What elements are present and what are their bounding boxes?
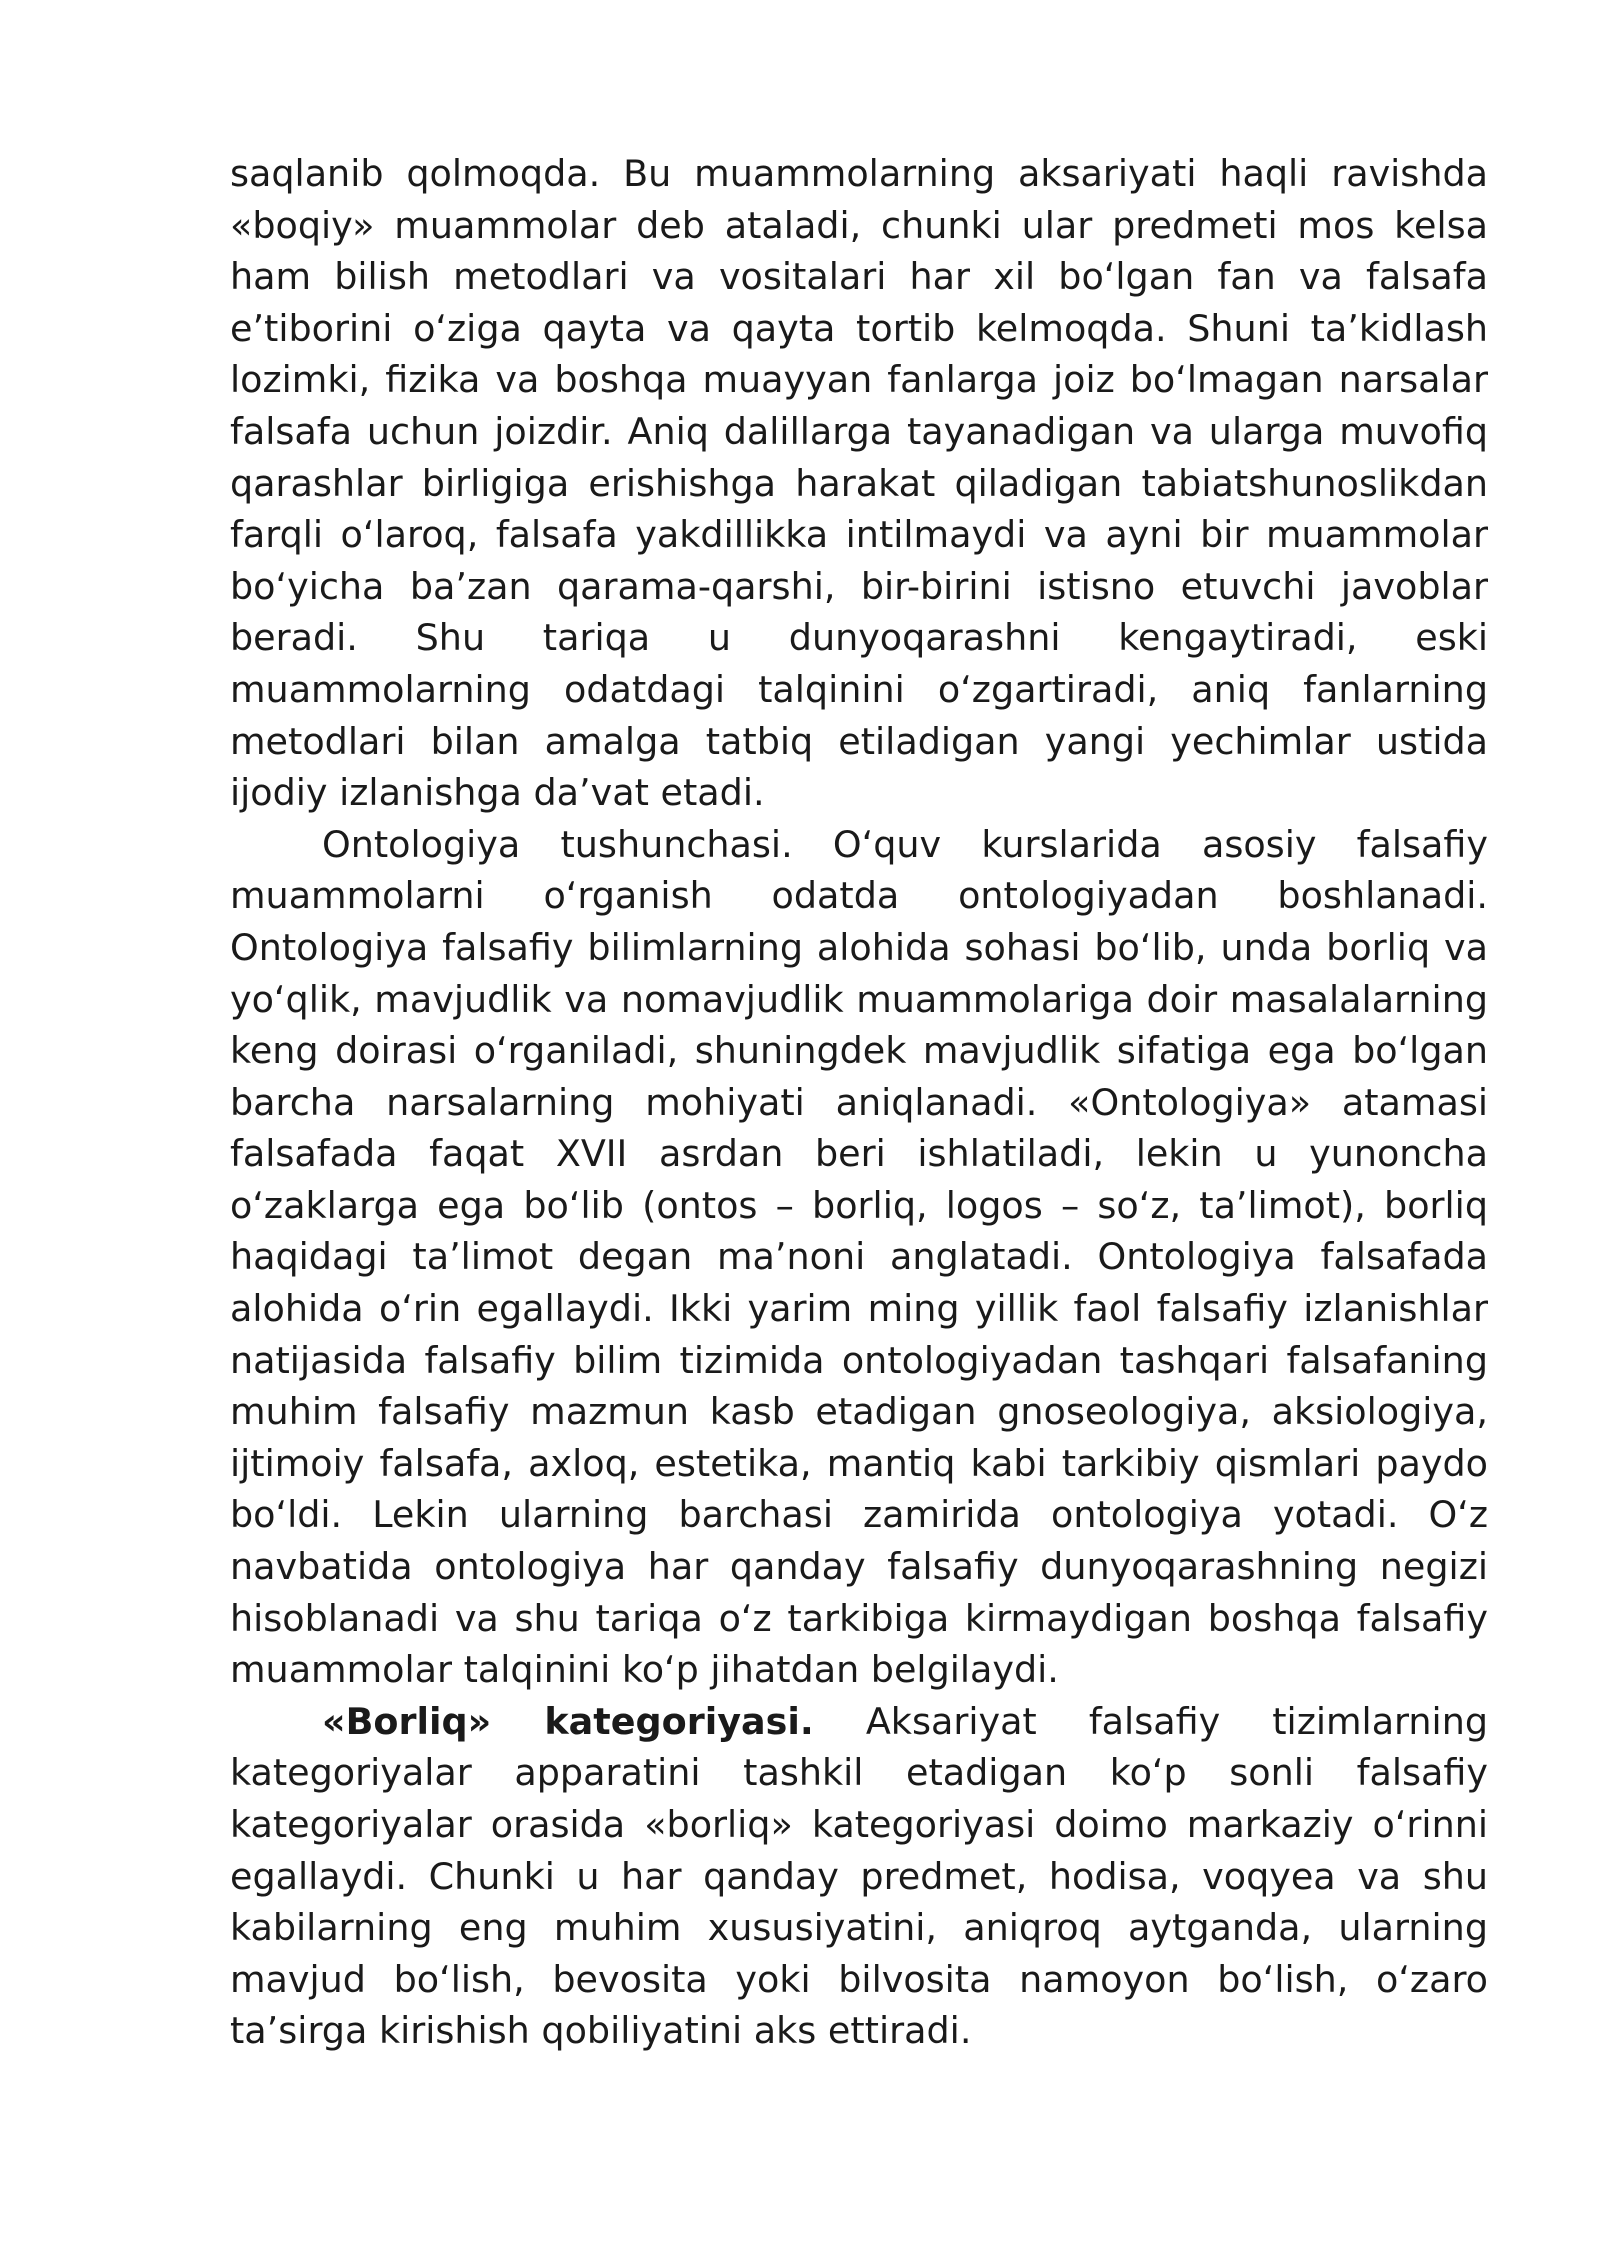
paragraph-text: Ontologiya tushunchasi. O‘quv kurslarida asosiy falsafiy muammolarni o‘rganish odatda ontologiyadan boshlanadi. Ontologiya falsafiy bilimlarning alohida sohasi bo‘lib, unda borliq va yo‘qlik, mavjudlik va nomavjudlik muammolariga doir masalalarning keng doirasi o‘rganiladi, shuningdek mavjudlik sifatiga ega bo‘lgan barcha narsalarning mohiyati aniqlanadi. «Ontologiya» atamasi falsafada faqat XVII asrdan beri ishlatiladi, lekin u yunoncha o‘zaklarga ega bo‘lib (ontos – borliq, logos – so‘z, ta’limot), borliq haqidagi ta’limot degan ma’noni anglatadi. Ontologiya falsafada alohida o‘rin egallaydi. Ikki yarim ming yillik faol falsafiy izlanishlar natijasida falsafiy bilim tizimida ontologiyadan tashqari falsafaning muhim falsafiy mazmun kasb etadigan gnoseologiya, aksiologiya, ijtimoiy falsafa, axloq, estetika, mantiq kabi tarkibiy qismlari paydo bo‘ldi. Lekin ularning barchasi zamirida ontologiya yotadi. O‘z navbatida ontologiya har qanday falsafiy dunyoqarashning negizi hisoblanadi va shu tariqa o‘z tarkibiga kirmaydigan boshqa falsafiy muammolar talqinini ko‘p jihatdan belgilaydi.	[230, 822, 1488, 1692]
paragraph-borliq	[230, 1696, 1488, 2057]
document-page	[230, 148, 1488, 2057]
paragraph-text: Aksariyat falsafiy tizimlarning kategoriyalar apparatini tashkil etadigan ko‘p sonli falsafiy kategoriyalar orasida «borliq» kategoriyasi doimo markaziy o‘rinni egallaydi. Chunki u har qanday predmet, hodisa, voqyea va shu kabilarning eng muhim xususiyatini, aniqroq aytganda, ularning mavjud bo‘lish, bevosita yoki bilvosita namoyon bo‘lish, o‘zaro ta’sirga kirishish qobiliyatini aks ettiradi.	[230, 1699, 1489, 2053]
section-heading: «Borliq» kategoriyasi.	[322, 1699, 814, 1743]
paragraph-continuation	[230, 148, 1488, 819]
paragraph-ontologiya	[230, 819, 1488, 1696]
paragraph-text: saqlanib qolmoqda. Bu muammolarning aksariyati haqli ravishda «boqiy» muammolar deb ataladi, chunki ular predmeti mos kelsa ham bilish metodlari va vositalari har xil bo‘lgan fan va falsafa e’tiborini o‘ziga qayta va qayta tortib kelmoqda. Shuni ta’kidlash lozimki, fizika va boshqa muayyan fanlarga joiz bo‘lmagan narsalar falsafa uchun joizdir. Aniq dalillarga tayanadigan va ularga muvofiq qarashlar birligiga erishishga harakat qiladigan tabiatshunoslikdan farqli o‘laroq, falsafa yakdillikka intilmaydi va ayni bir muammolar bo‘yicha ba’zan qarama-qarshi, bir-birini istisno etuvchi javoblar beradi. Shu tariqa u dunyoqarashni kengaytiradi, eski muammolarning odatdagi talqinini o‘zgartiradi, aniq fanlarning metodlari bilan amalga tatbiq etiladigan yangi yechimlar ustida ijodiy izlanishga da’vat etadi.	[230, 152, 1488, 815]
